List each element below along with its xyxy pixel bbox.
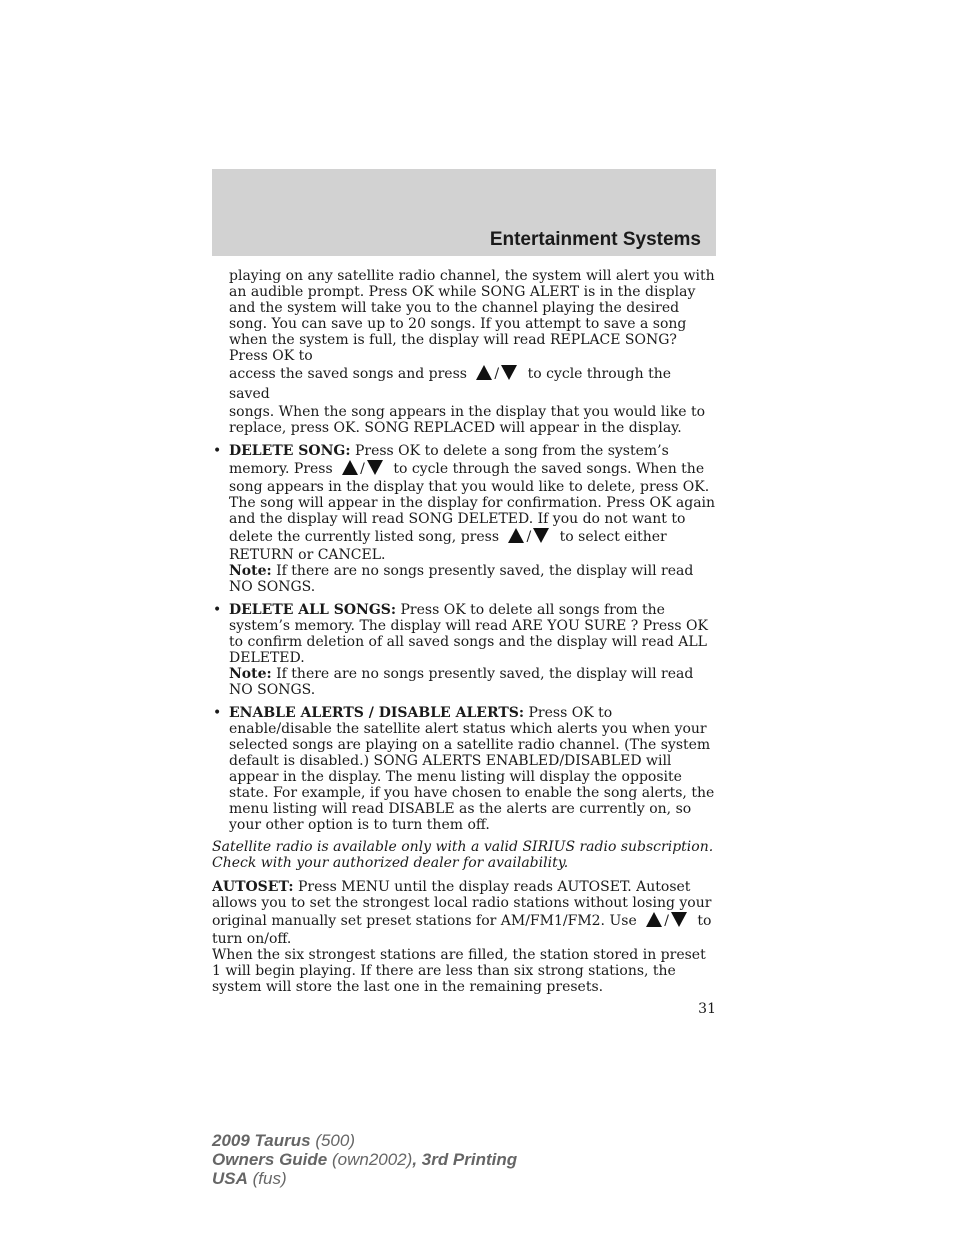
bullet-icon: • — [213, 602, 222, 618]
list-item-delete-song: • DELETE SONG: Press OK to delete a song from the system’s memory. Press / to cycle through the saved songs. When the song appears in the display that you would like to delete, press OK. The song will appear in the display for confirmation. Press OK again and the display will read SONG DELETED. If you do not want to delete the currently listed song, press / to select either RETURN or CANCEL. Note: If there are no songs presently saved, the display will read NO SONGS. — [213, 443, 716, 595]
section-title: Entertainment Systems — [489, 229, 701, 250]
bullet-icon: • — [213, 443, 222, 459]
autoset-paragraph: AUTOSET: Press MENU until the display reads AUTOSET. Autoset allows you to set the strongest local radio stations without losing your original manually set preset stations for AM/FM1/FM2. Use / to turn on/off. When the six strongest stations are filled, the station stored in preset 1 will begin playing. If there are less than six strong stations, the system will store the last one in the remaining presets. — [212, 879, 716, 995]
bullet-icon: • — [213, 705, 222, 721]
delete-all-note: Note: If there are no songs presently saved, the display will read NO SONGS. — [229, 666, 694, 698]
arrow-up-icon — [476, 365, 492, 380]
delete-song-note: Note: If there are no songs presently saved, the display will read NO SONGS. — [229, 563, 694, 595]
header-band — [212, 169, 716, 256]
delete-song-text-2: memory. Press / to cycle through the saved songs. When the — [229, 461, 705, 477]
list-item-delete-all-songs: • DELETE ALL SONGS: Press OK to delete all songs from the system’s memory. The display will read ARE YOU SURE ? Press OK to confirm deletion of all saved songs and the display will read ALL DELETED. Note: If there are no songs presently saved, the display will read NO SONGS. — [212, 602, 716, 698]
arrow-down-icon — [533, 528, 549, 543]
footer: 2009 Taurus (500) Owners Guide (own2002), 3rd Printing USA (fus) — [212, 1131, 518, 1188]
page-content — [212, 268, 716, 1017]
term-delete-all: DELETE ALL SONGS: — [229, 602, 397, 618]
intro-text-1: playing on any satellite radio channel, the system will alert you with an audible prompt. Press OK while SONG ALERT is in the display and the system will take you to the channel playing the desired song. You can save up to 20 songs. If you attempt to save a song when the system is full, the display will read REPLACE SONG? Press OK to — [229, 268, 715, 364]
arrow-down-icon — [367, 460, 383, 475]
arrow-down-icon — [671, 912, 687, 927]
arrow-up-icon — [342, 460, 358, 475]
arrow-down-icon — [501, 365, 517, 380]
intro-text-3: songs. When the song appears in the display that you would like to replace, press OK. SONG REPLACED will appear in the display. — [229, 404, 705, 436]
page-number: 31 — [698, 1001, 716, 1017]
list-item-alerts: • ENABLE ALERTS / DISABLE ALERTS: Press OK to enable/disable the satellite alert status which alerts you when your selected songs are playing on a satellite radio channel. (The system default is disabled.) SONG ALERTS ENABLED/DISABLED will appear in the display. The menu listing will display the opposite state. For example, if you have chosen to enable the song alerts, the menu listing will read DISABLE as the alerts are currently on, so your other option is to turn them off. — [213, 705, 715, 833]
intro-paragraph — [212, 268, 716, 436]
term-alerts: ENABLE ALERTS / DISABLE ALERTS: — [229, 705, 525, 721]
term-delete-song: DELETE SONG: — [229, 443, 351, 459]
arrow-up-icon — [508, 528, 524, 543]
delete-song-text-4: delete the currently listed song, press / to select either — [229, 529, 667, 545]
autoset-text-2: original manually set preset stations for AM/FM1/FM2. Use / to — [212, 913, 712, 929]
intro-text-2: access the saved songs and press / to cycle through the saved — [229, 366, 672, 402]
arrow-up-icon — [646, 912, 662, 927]
term-autoset: AUTOSET: — [212, 879, 294, 895]
satellite-availability-note: Satellite radio is available only with a valid SIRIUS radio subscription. Check with your authorized dealer for availability. — [212, 839, 714, 871]
